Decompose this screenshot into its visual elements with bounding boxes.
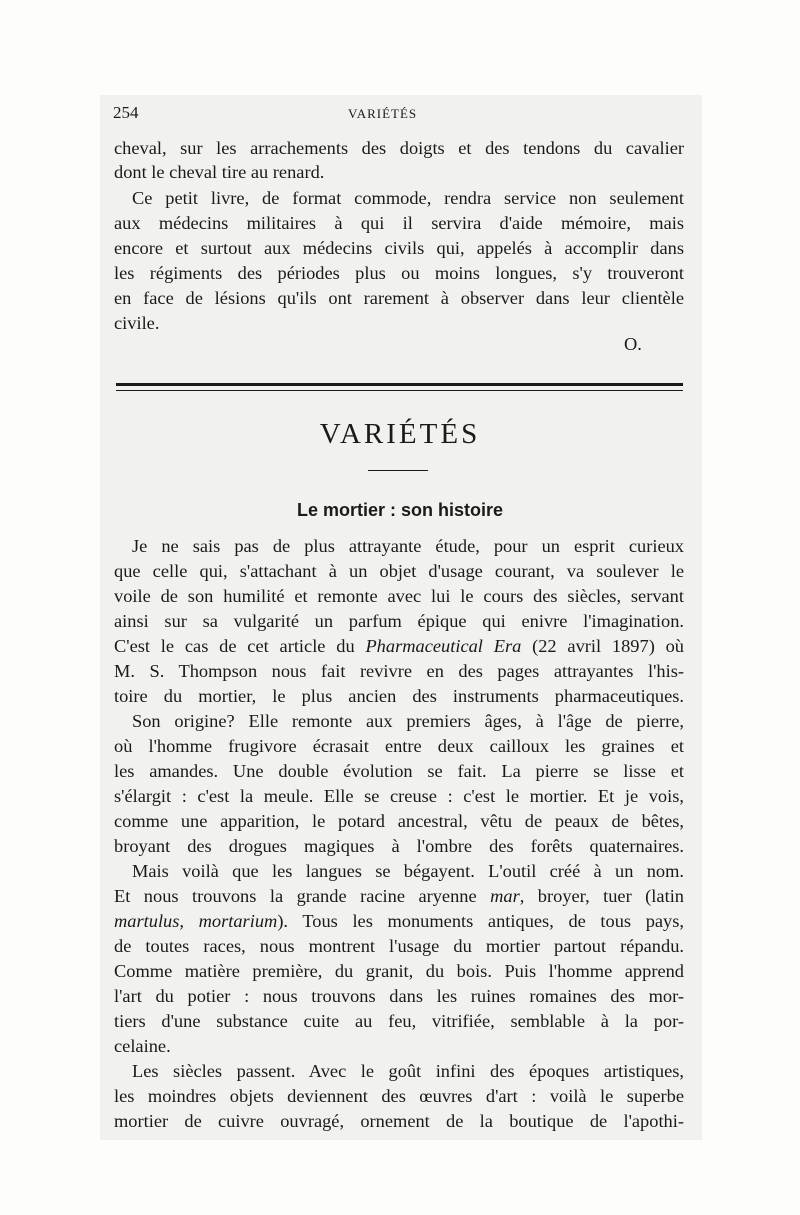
text-line: civile. bbox=[114, 313, 160, 333]
text-segment: , broyer, tuer (latin bbox=[519, 886, 684, 906]
text-line: dont le cheval tire au renard. bbox=[114, 162, 325, 182]
text-line: les amandes. Une double évolution se fait. La pierre se lisse et bbox=[114, 761, 684, 781]
text-line: Comme matière première, du granit, du bois. Puis l'homme apprend bbox=[114, 961, 684, 981]
text-line: les moindres objets deviennent des œuvres d'art : voilà le superbe bbox=[114, 1086, 684, 1106]
text-line: les régiments des périodes plus ou moins longues, s'y trouveront bbox=[114, 263, 684, 283]
running-head bbox=[113, 103, 683, 127]
text-line: mortier de cuivre ouvragé, ornement de la boutique de l'apothi- bbox=[114, 1111, 684, 1131]
text-line bbox=[114, 634, 684, 658]
section-heading: VARIÉTÉS bbox=[319, 418, 481, 450]
text-line: Ce petit livre, de format commode, rendra service non seulement bbox=[132, 188, 684, 208]
section-divider-thin bbox=[116, 390, 683, 391]
text-line: voile de son humilité et remonte avec lui le cours des siècles, servant bbox=[114, 586, 684, 606]
text-line: de toutes races, nous montrent l'usage du mortier partout répandu. bbox=[114, 936, 684, 956]
text-line: Son origine? Elle remonte aux premiers âges, à l'âge de pierre, bbox=[132, 711, 684, 731]
author-signature: O. bbox=[624, 334, 642, 354]
text-segment: (22 avril 1897) où bbox=[521, 636, 685, 656]
text-line: que celle qui, s'attachant à un objet d'usage courant, va soulever le bbox=[114, 561, 684, 581]
italic-term: mar bbox=[490, 886, 520, 906]
text-line: Les siècles passent. Avec le goût infini des époques artistiques, bbox=[132, 1061, 684, 1081]
text-line: l'art du potier : nous trouvons dans les ruines romaines des mor- bbox=[114, 986, 684, 1006]
heading-rule bbox=[368, 470, 428, 471]
text-line: Mais voilà que les langues se bégayent. L'outil créé à un nom. bbox=[132, 861, 684, 881]
text-segment: Et nous trouvons la grande racine aryenne bbox=[114, 886, 491, 906]
text-line: celaine. bbox=[114, 1036, 171, 1056]
italic-term: martulus, mortarium bbox=[114, 911, 278, 931]
text-line: broyant des drogues magiques à l'ombre des forêts quaternaires. bbox=[114, 836, 684, 856]
text-line: toire du mortier, le plus ancien des instruments pharmaceutiques. bbox=[114, 686, 684, 706]
text-line: M. S. Thompson nous fait revivre en des pages attrayantes l'his- bbox=[114, 661, 684, 681]
text-line: aux médecins militaires à qui il servira d'aide mémoire, mais bbox=[114, 213, 684, 233]
text-line bbox=[114, 884, 684, 908]
running-title: VARIÉTÉS bbox=[348, 106, 418, 121]
section-divider-thick bbox=[116, 383, 683, 386]
page-number: 254 bbox=[113, 103, 139, 122]
text-line: en face de lésions qu'ils ont rarement à observer dans leur clientèle bbox=[114, 288, 684, 308]
text-line: Je ne sais pas de plus attrayante étude, pour un esprit curieux bbox=[132, 536, 684, 556]
text-line: encore et surtout aux médecins civils qui, appelés à accomplir dans bbox=[114, 238, 684, 258]
text-line: où l'homme frugivore écrasait entre deux cailloux les graines et bbox=[114, 736, 684, 756]
article-title: Le mortier : son histoire bbox=[296, 500, 504, 520]
text-segment: C'est le cas de cet article du bbox=[114, 636, 366, 656]
text-line: s'élargit : c'est la meule. Elle se creuse : c'est le mortier. Et je vois, bbox=[114, 786, 684, 806]
text-line: comme une apparition, le potard ancestral, vêtu de peaux de bêtes, bbox=[114, 811, 684, 831]
text-segment: ). Tous les monuments antiques, de tous pays, bbox=[277, 911, 685, 931]
text-line: ainsi sur sa vulgarité un parfum épique qui enivre l'imagination. bbox=[114, 611, 684, 631]
text-line bbox=[114, 909, 684, 933]
journal-title: Pharmaceutical Era bbox=[365, 636, 522, 656]
text-line: cheval, sur les arrachements des doigts et des tendons du cavalier bbox=[114, 138, 684, 158]
text-line: tiers d'une substance cuite au feu, vitrifiée, semblable à la por- bbox=[114, 1011, 684, 1031]
